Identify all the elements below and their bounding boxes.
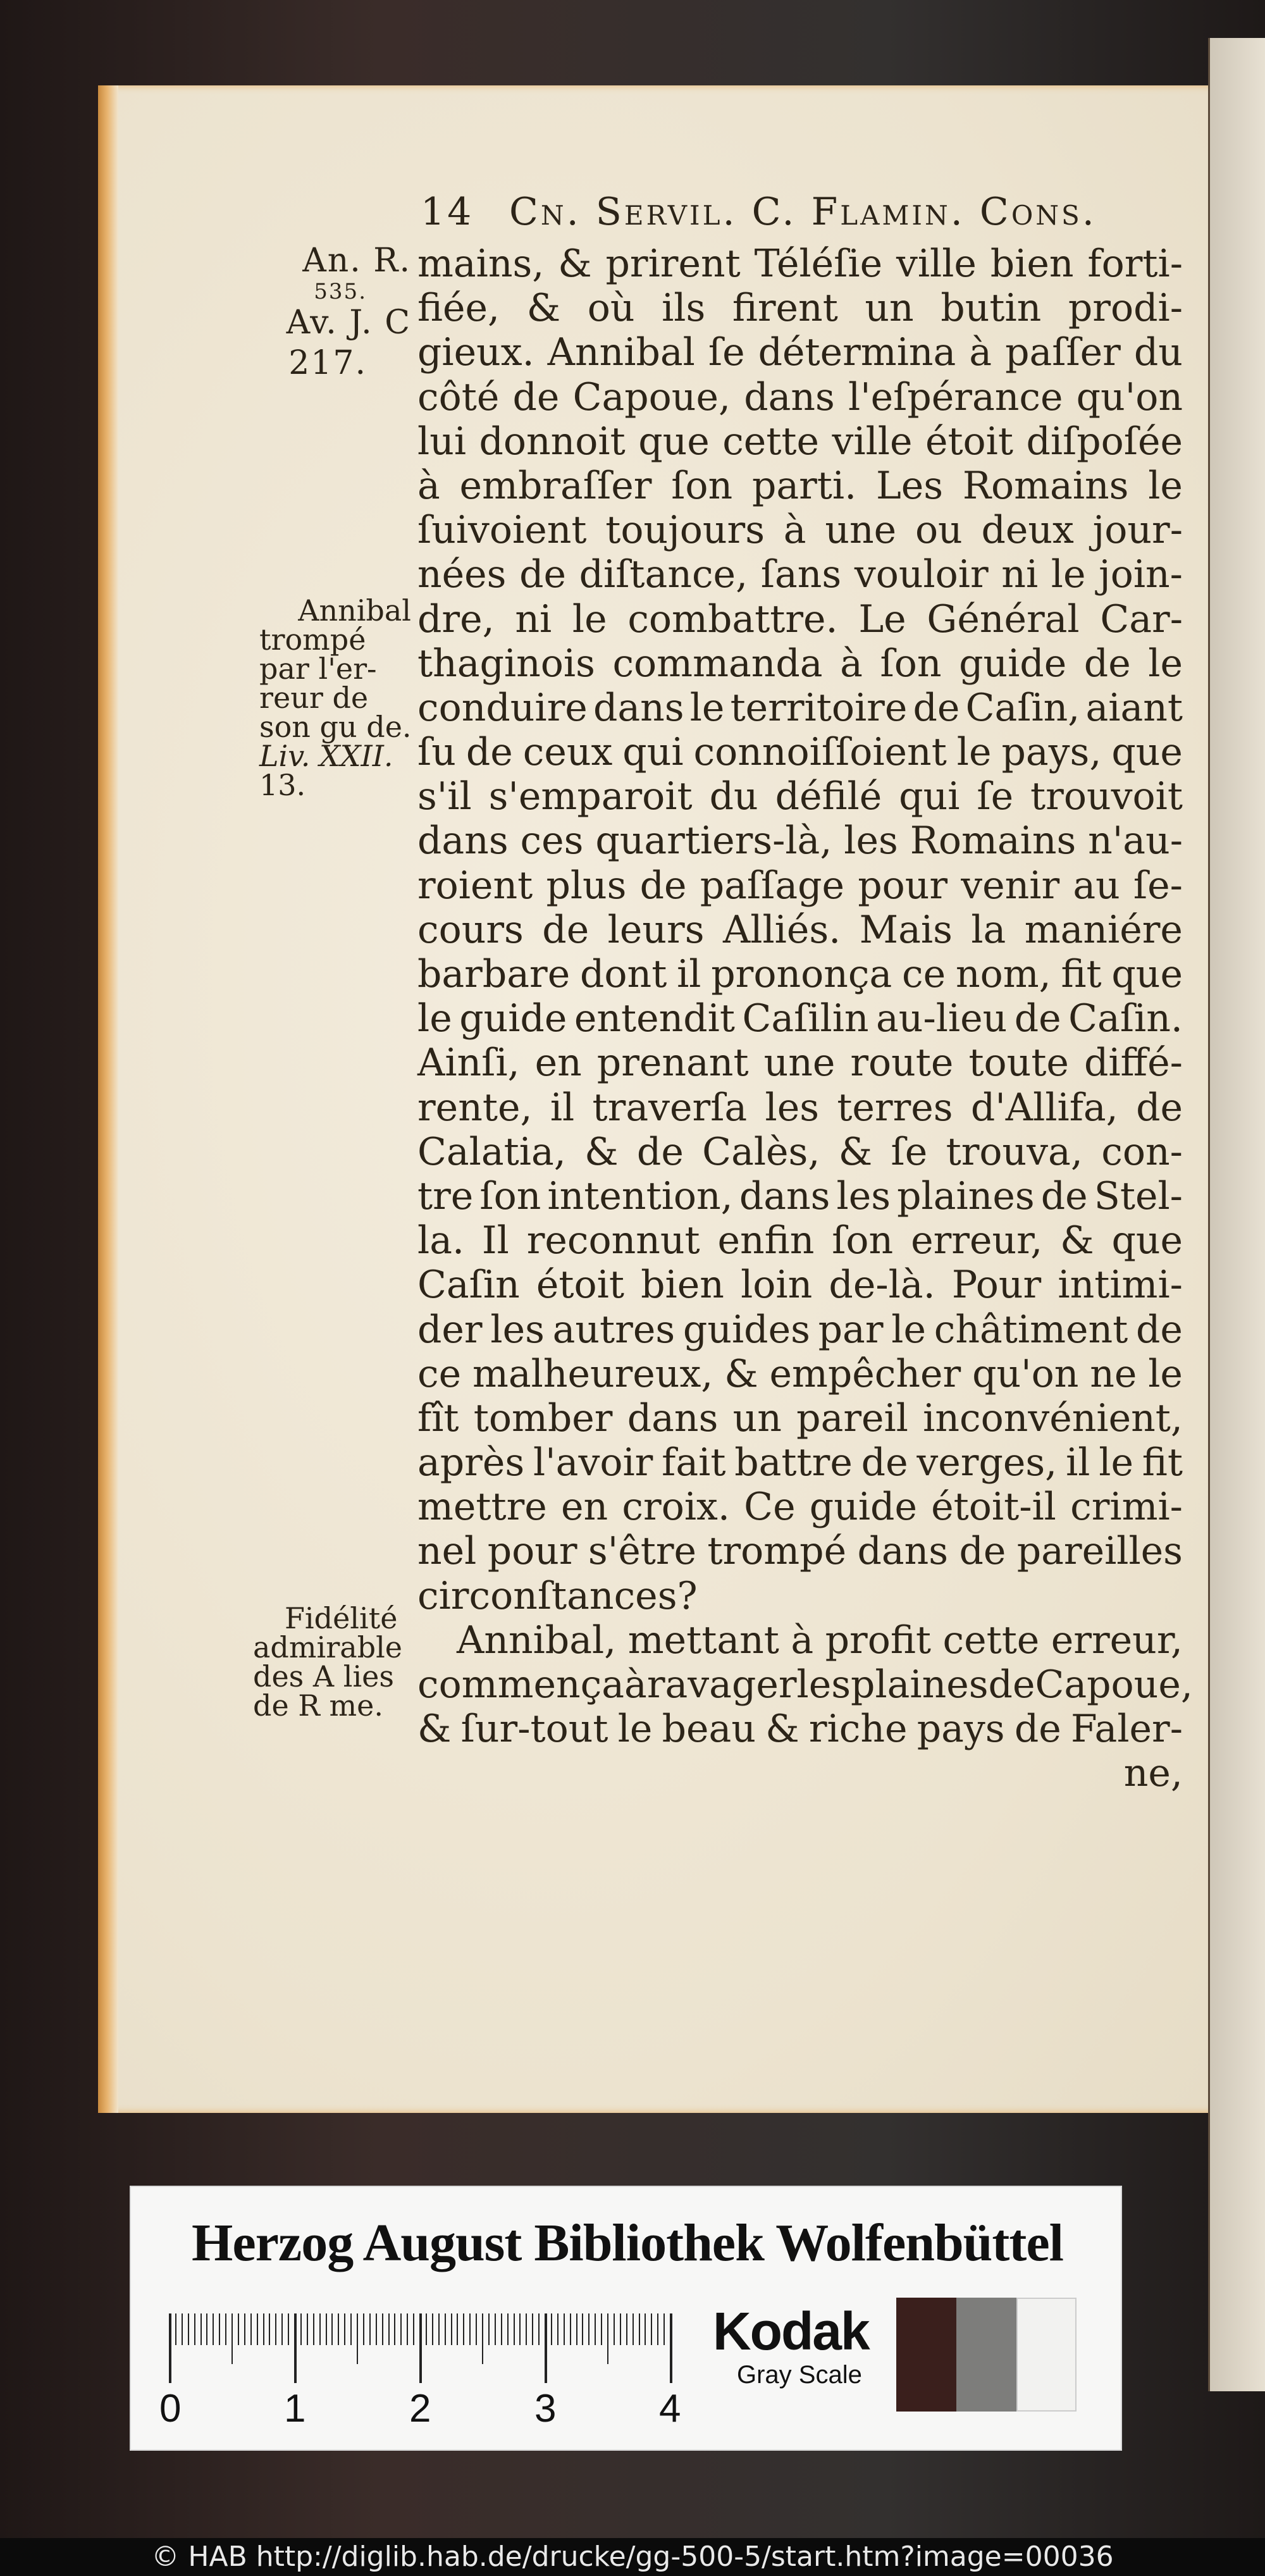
- margin-note-line: trompé: [259, 622, 366, 657]
- ruler-tick: [263, 2313, 264, 2345]
- gray-scale-label: Gray Scale: [737, 2361, 862, 2389]
- ruler-tick: [175, 2313, 176, 2345]
- text-line: tre ſon intention, dans les plaines de Stel-: [417, 1173, 1183, 1218]
- ruler-tick: [182, 2313, 183, 2345]
- text-line: la. Il reconnut enfin ſon erreur, & que: [417, 1218, 1183, 1263]
- ruler-tick: [645, 2313, 646, 2345]
- ruler-tick: [463, 2313, 464, 2345]
- text-line: le guide entendit Caſilin au-lieu de Caſin.: [417, 996, 1183, 1041]
- margin-note-line: son gu de.: [259, 710, 412, 744]
- text-line: conduire dans le territoire de Caſin, aiant: [417, 685, 1183, 730]
- text-line: Caſin étoit bien loin de-là. Pour intimi-: [417, 1263, 1183, 1308]
- ruler-tick: [451, 2313, 452, 2345]
- ruler-tick: [514, 2313, 515, 2345]
- ruler-tick: [413, 2313, 414, 2345]
- ruler-tick: [538, 2313, 540, 2345]
- ruler-tick: [213, 2313, 214, 2345]
- ruler-tick: [626, 2313, 627, 2345]
- ruler-tick: [319, 2313, 321, 2345]
- ruler-tick: [632, 2313, 634, 2345]
- ruler-tick: [244, 2313, 245, 2345]
- text-line: ce malheureux, & empêcher qu'on ne le: [417, 1351, 1183, 1396]
- text-line: gieux. Annibal ſe détermina à paſſer du: [417, 330, 1183, 375]
- ruler-number: 4: [659, 2387, 681, 2430]
- ruler-tick: [363, 2313, 364, 2345]
- ruler-tick: [382, 2313, 383, 2345]
- margin-note-line: 13.: [259, 768, 306, 802]
- ruler-tick: [670, 2313, 672, 2383]
- gray-swatch-light: [1016, 2298, 1077, 2412]
- ruler-tick: [350, 2313, 352, 2345]
- ruler-tick: [564, 2313, 565, 2345]
- text-line: Ainſi, en prenant une route toute diffé-: [417, 1041, 1183, 1086]
- text-line: thaginois commanda à ſon guide de le: [417, 641, 1183, 686]
- gray-swatch-mid: [956, 2298, 1016, 2412]
- text-line: dans ces quartiers-là, les Romains n'au-: [417, 819, 1183, 864]
- ruler-tick: [394, 2313, 395, 2345]
- ruler-tick: [231, 2313, 233, 2364]
- margin-note-line: des A lies: [253, 1659, 394, 1694]
- text-line: lui donnoit que cette ville étoit diſpoſée: [417, 419, 1183, 464]
- text-line: nées de diſtance, ſans vouloir ni le join-: [417, 552, 1183, 597]
- ruler-tick: [400, 2313, 402, 2345]
- text-line: & ſur-tout le beau & riche pays de Faler-: [417, 1707, 1183, 1752]
- kodak-logo: Kodak: [713, 2301, 869, 2361]
- ruler-tick: [388, 2313, 390, 2345]
- margin-note-line: Fidélité: [285, 1601, 398, 1635]
- running-title: Cn. Servil. C. Flamin. Cons.: [509, 190, 1097, 234]
- text-line: dre, ni le combattre. Le Général Car-: [417, 597, 1183, 641]
- ruler-tick: [582, 2313, 583, 2345]
- text-line: mains, & prirent Téléſie ville bien forti-: [417, 242, 1183, 286]
- ruler-number: 1: [284, 2387, 306, 2430]
- ruler-tick: [495, 2313, 496, 2345]
- text-line: s'il s'emparoit du défilé qui ſe trouvoit: [417, 774, 1183, 819]
- ruler-tick: [557, 2313, 558, 2345]
- ruler-tick: [326, 2313, 327, 2345]
- page-gutter-edge: [98, 85, 118, 2113]
- margin-note-line: Annibal: [298, 593, 411, 628]
- ruler-tick: [614, 2313, 615, 2345]
- ruler-tick: [588, 2313, 589, 2345]
- text-line: der les autres guides par le châtiment de: [417, 1307, 1183, 1352]
- measurement-ruler: [159, 2313, 801, 2440]
- ruler-tick: [250, 2313, 252, 2345]
- ruler-tick: [219, 2313, 220, 2345]
- running-head: [421, 190, 1180, 240]
- text-line: ſuivoient toujours à une ou deux jour-: [417, 508, 1183, 553]
- ruler-tick: [519, 2313, 521, 2345]
- ruler-tick: [532, 2313, 533, 2345]
- margin-note-line: de R me.: [253, 1688, 384, 1723]
- ruler-tick: [595, 2313, 596, 2345]
- ruler-tick: [526, 2313, 527, 2345]
- ruler-tick: [238, 2313, 239, 2345]
- ruler-tick: [663, 2313, 665, 2345]
- adjacent-page-edge: [1208, 38, 1265, 2391]
- text-line: ſu de ceux qui connoiſſoient le pays, que: [417, 730, 1183, 775]
- ruler-tick: [257, 2313, 258, 2345]
- ruler-tick: [438, 2313, 440, 2345]
- text-line: Calatia, & de Calès, & ſe trouva, con-: [417, 1129, 1183, 1174]
- ruler-tick: [194, 2313, 195, 2345]
- text-line: à embraſſer ſon parti. Les Romains le: [417, 463, 1183, 508]
- year-note-line: 535.: [314, 279, 367, 304]
- text-line: cours de leurs Alliés. Mais la maniére: [417, 907, 1183, 952]
- ruler-tick: [188, 2313, 189, 2345]
- ruler-tick: [551, 2313, 552, 2345]
- year-note-line: 217.: [288, 344, 367, 382]
- text-line: commença à ravager les plaines de Capoue,: [417, 1663, 1193, 1707]
- margin-note-line: admirable: [253, 1630, 402, 1664]
- ruler-tick: [169, 2313, 171, 2383]
- ruler-tick: [651, 2313, 652, 2345]
- year-note-line: Av. J. C: [286, 304, 411, 342]
- text-line: rente, il traverſa les terres d'Allifa, de: [417, 1085, 1183, 1130]
- text-line: fiée, & où ils firent un butin prodi-: [417, 286, 1183, 331]
- gray-swatch-dark: [896, 2298, 956, 2412]
- ruler-tick: [419, 2313, 422, 2383]
- ruler-tick: [275, 2313, 276, 2345]
- ruler-tick: [476, 2313, 477, 2345]
- margin-note-line: par l'er-: [259, 652, 377, 686]
- page-number: 14: [421, 190, 474, 234]
- text-line: Annibal, mettant à profit cette erreur,: [457, 1618, 1183, 1663]
- ruler-tick: [338, 2313, 339, 2345]
- ruler-number: 2: [409, 2387, 431, 2430]
- ruler-tick: [376, 2313, 377, 2345]
- ruler-tick: [288, 2313, 289, 2345]
- ruler-tick: [607, 2313, 608, 2364]
- ruler-tick: [576, 2313, 577, 2345]
- ruler-tick: [344, 2313, 345, 2345]
- text-line: côté de Capoue, dans l'eſpérance qu'on: [417, 375, 1183, 419]
- margin-note-annibal: [240, 593, 412, 802]
- ruler-ticks: [169, 2313, 675, 2383]
- ruler-tick: [201, 2313, 202, 2345]
- text-line: circonſtances?: [417, 1573, 698, 1618]
- ruler-tick: [225, 2313, 226, 2345]
- ruler-tick: [570, 2313, 571, 2345]
- text-line: barbare dont il prononça ce nom, fit que: [417, 952, 1183, 996]
- ruler-tick: [545, 2313, 547, 2383]
- text-line: mettre en croix. Ce guide étoit-il crimi-: [417, 1485, 1183, 1530]
- ruler-tick: [601, 2313, 602, 2345]
- ruler-tick: [281, 2313, 283, 2345]
- margin-note-line: Liv. XXII.: [259, 739, 393, 773]
- margin-note-fidelite: [240, 1601, 411, 1723]
- copyright-footer: © HAB http://diglib.hab.de/drucke/gg-500-5/start.htm?image=00036: [0, 2538, 1265, 2576]
- ruler-tick: [426, 2313, 427, 2345]
- ruler-tick: [501, 2313, 502, 2345]
- ruler-tick: [488, 2313, 490, 2345]
- year-note-line: An. R.: [302, 242, 411, 280]
- ruler-tick: [357, 2313, 358, 2364]
- library-name: Herzog August Bibliothek Wolfenbüttel: [192, 2214, 1063, 2272]
- text-line: roient plus de paſſage pour venir au ſe-: [417, 863, 1183, 908]
- ruler-tick: [269, 2313, 270, 2345]
- body-text: [417, 242, 1193, 1796]
- ruler-tick: [369, 2313, 371, 2345]
- ruler-tick: [482, 2313, 483, 2364]
- ruler-tick: [507, 2313, 509, 2345]
- text-line: fît tomber dans un pareil inconvénient,: [417, 1396, 1183, 1440]
- ruler-tick: [620, 2313, 621, 2345]
- year-margin-note: [240, 240, 411, 383]
- ruler-tick: [313, 2313, 314, 2345]
- ruler-number: 3: [534, 2387, 557, 2430]
- ruler-tick: [445, 2313, 446, 2345]
- ruler-tick: [457, 2313, 458, 2345]
- ruler-tick: [300, 2313, 302, 2345]
- ruler-tick: [331, 2313, 333, 2345]
- ruler-tick: [307, 2313, 308, 2345]
- text-line: nel pour s'être trompé dans de pareilles: [417, 1529, 1183, 1574]
- ruler-tick: [432, 2313, 433, 2345]
- color-calibration-bar: [130, 2186, 1122, 2451]
- margin-note-line: reur de: [259, 681, 369, 715]
- ruler-tick: [294, 2313, 297, 2383]
- ruler-tick: [657, 2313, 658, 2345]
- ruler-tick: [407, 2313, 408, 2345]
- ruler-tick: [639, 2313, 640, 2345]
- text-line: ne,: [1123, 1751, 1183, 1796]
- ruler-number: 0: [159, 2387, 182, 2430]
- ruler-tick: [469, 2313, 471, 2345]
- ruler-tick: [206, 2313, 207, 2345]
- text-line: après l'avoir fait battre de verges, il le fit: [417, 1440, 1183, 1485]
